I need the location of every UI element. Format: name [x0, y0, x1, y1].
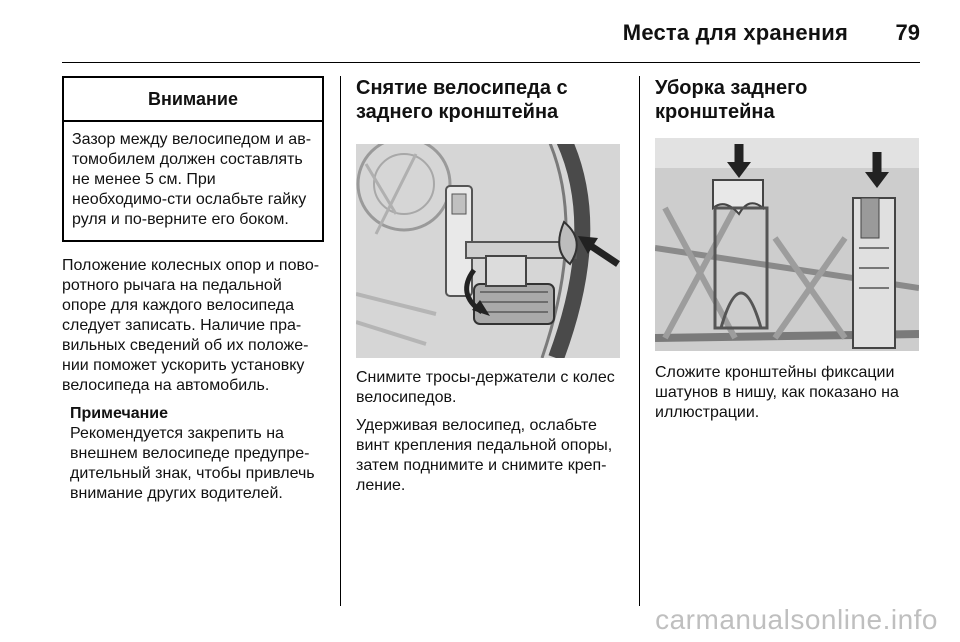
- column-1: [62, 76, 324, 504]
- section-title-storage: Уборка заднего кронштейна: [655, 77, 808, 123]
- paragraph-remove-straps: Снимите тросы-держатели с колес велосипедов.: [356, 369, 615, 406]
- bracket-storage-illustration-icon: [655, 138, 919, 351]
- watermark: carmanualsonline.info: [655, 604, 938, 635]
- paragraph-positions: Положение колесных опор и пово-ротного рычага на педальной опоре для каждого велосипеда следует записать. Наличие пра-вильных сведений об их положе-нии поможет ускорить установку велосипеда на автомобиль.: [62, 257, 320, 394]
- paragraph-remove-mount: Удерживая велосипед, ослабьте винт крепления педальной опоры, затем поднимите и снимите креп-ление.: [356, 417, 613, 494]
- page-header: [62, 14, 920, 63]
- note-block: [70, 404, 324, 504]
- note-title: Примечание: [70, 405, 169, 422]
- column-2: [356, 76, 628, 496]
- column-divider-1: [340, 76, 341, 606]
- warning-text: Зазор между велосипедом и ав-томобилем должен составлять не менее 5 см. При необходимо-сти ослабьте гайку руля и по-верните его боком.: [72, 131, 312, 228]
- bike-pedal-mount-illustration-icon: [356, 144, 620, 358]
- paragraph-fold-brackets: Сложите кронштейны фиксации шатунов в нишу, как показано на иллюстрации.: [655, 364, 899, 421]
- column-divider-2: [639, 76, 640, 606]
- column-3: [655, 76, 922, 423]
- section-title-removal: Снятие велосипеда с заднего кронштейна: [356, 77, 568, 123]
- page-number: 79: [895, 20, 920, 45]
- warning-box: [62, 76, 324, 242]
- note-text: Рекомендуется закрепить на внешнем велосипеде предупре-дительный знак, чтобы привлечь внимание других водителей.: [70, 425, 315, 502]
- warning-title: Внимание: [64, 78, 322, 122]
- header-title: Места для хранения: [622, 20, 848, 45]
